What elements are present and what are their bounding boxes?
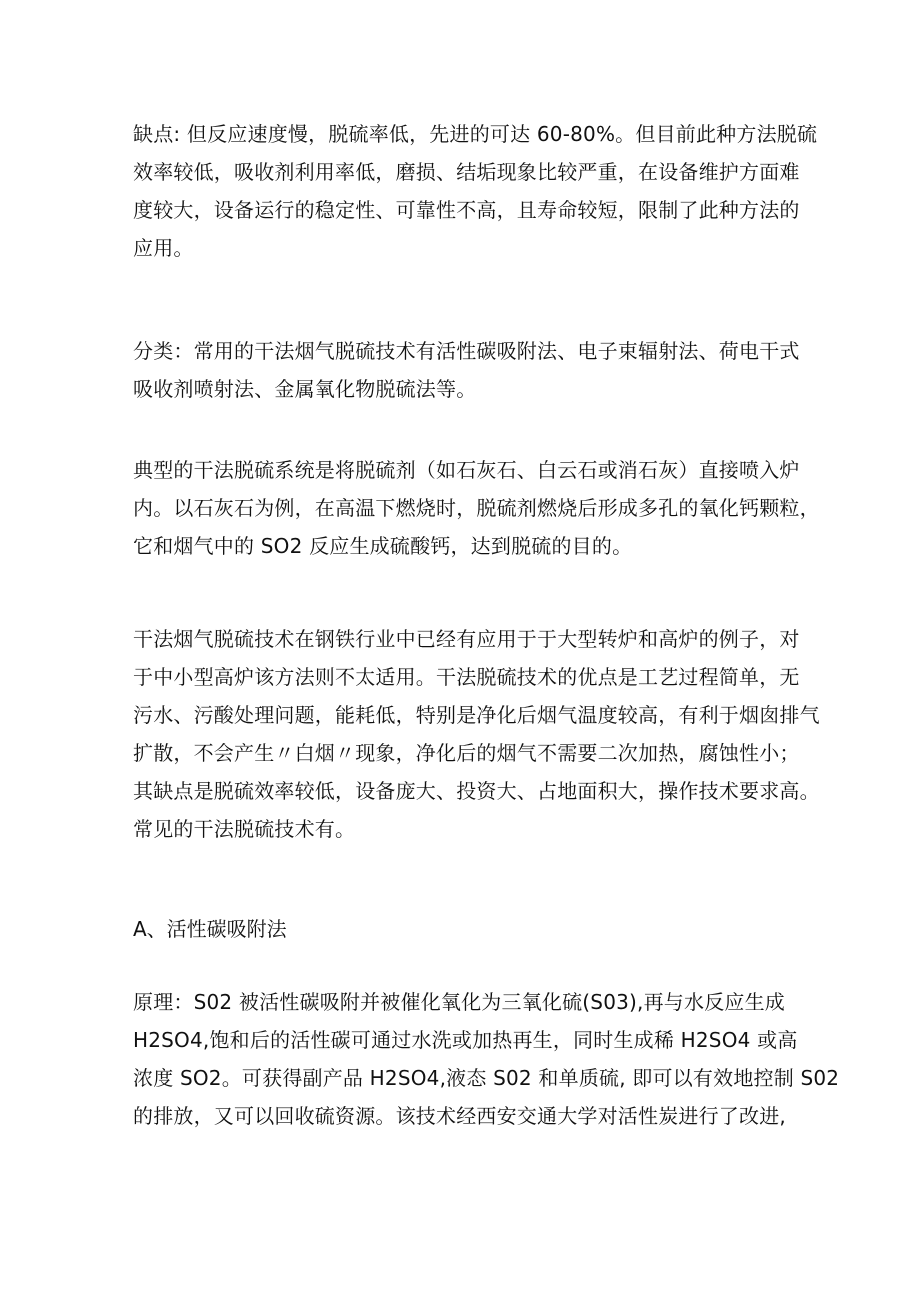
paragraph-principle	[133, 983, 840, 1135]
text-line: 典型的干法脱硫系统是将脱硫剂（如石灰石、白云石或消石灰）直接喷入炉	[133, 458, 800, 482]
text-line: 浓度 SO2。可获得副产品 H2SO4,液态 S02 和单质硫, 即可以有效地控制 S02	[133, 1066, 840, 1090]
text-line: 干法烟气脱硫技术在钢铁行业中已经有应用于于大型转炉和高炉的例子，对	[133, 627, 800, 651]
paragraph-disadvantages	[133, 115, 818, 267]
text-line: 缺点: 但反应速度慢，脱硫率低，先进的可达 60-80%。但目前此种方法脱硫	[133, 122, 818, 146]
text-line: 其缺点是脱硫效率较低，设备庞大、投资大、占地面积大，操作技术要求高。	[133, 779, 820, 803]
text-line: 常见的干法脱硫技术有。	[133, 817, 356, 841]
text-line: 分类：常用的干法烟气脱硫技术有活性碳吸附法、电子束辐射法、荷电干式	[133, 339, 800, 363]
text-line: 效率较低，吸收剂利用率低，磨损、结垢现象比较严重，在设备维护方面难	[133, 160, 800, 184]
text-line: 它和烟气中的 SO2 反应生成硫酸钙，达到脱硫的目的。	[133, 534, 633, 558]
text-line: 度较大，设备运行的稳定性、可靠性不高，且寿命较短，限制了此种方法的	[133, 198, 800, 222]
text-line: 原理：S02 被活性碳吸附并被催化氧化为三氧化硫(S03),再与水反应生成	[133, 990, 786, 1014]
text-line: 的排放，又可以回收硫资源。该技术经西安交通大学对活性炭进行了改进,	[133, 1104, 786, 1128]
section-heading-activated-carbon: A、活性碳吸附法	[133, 917, 287, 941]
text-line: 内。以石灰石为例，在高温下燃烧时，脱硫剂燃烧后形成多孔的氧化钙颗粒，	[133, 496, 820, 520]
text-line: H2SO4,饱和后的活性碳可通过水洗或加热再生，同时生成稀 H2SO4 或高	[133, 1028, 798, 1052]
text-line: 扩散，不会产生〃白烟〃现象，净化后的烟气不需要二次加热，腐蚀性小；	[133, 741, 800, 765]
paragraph-dry-desulfurization	[133, 620, 820, 848]
text-line: 吸收剂喷射法、金属氧化物脱硫法等。	[133, 377, 477, 401]
paragraph-classification	[133, 332, 813, 408]
text-line: 于中小型高炉该方法则不太适用。干法脱硫技术的优点是工艺过程简单，无	[133, 665, 800, 689]
paragraph-typical-system	[133, 451, 820, 565]
text-line: 应用。	[133, 236, 194, 260]
text-line: 污水、污酸处理问题，能耗低，特别是净化后烟气温度较高，有利于烟囱排气	[133, 703, 820, 727]
